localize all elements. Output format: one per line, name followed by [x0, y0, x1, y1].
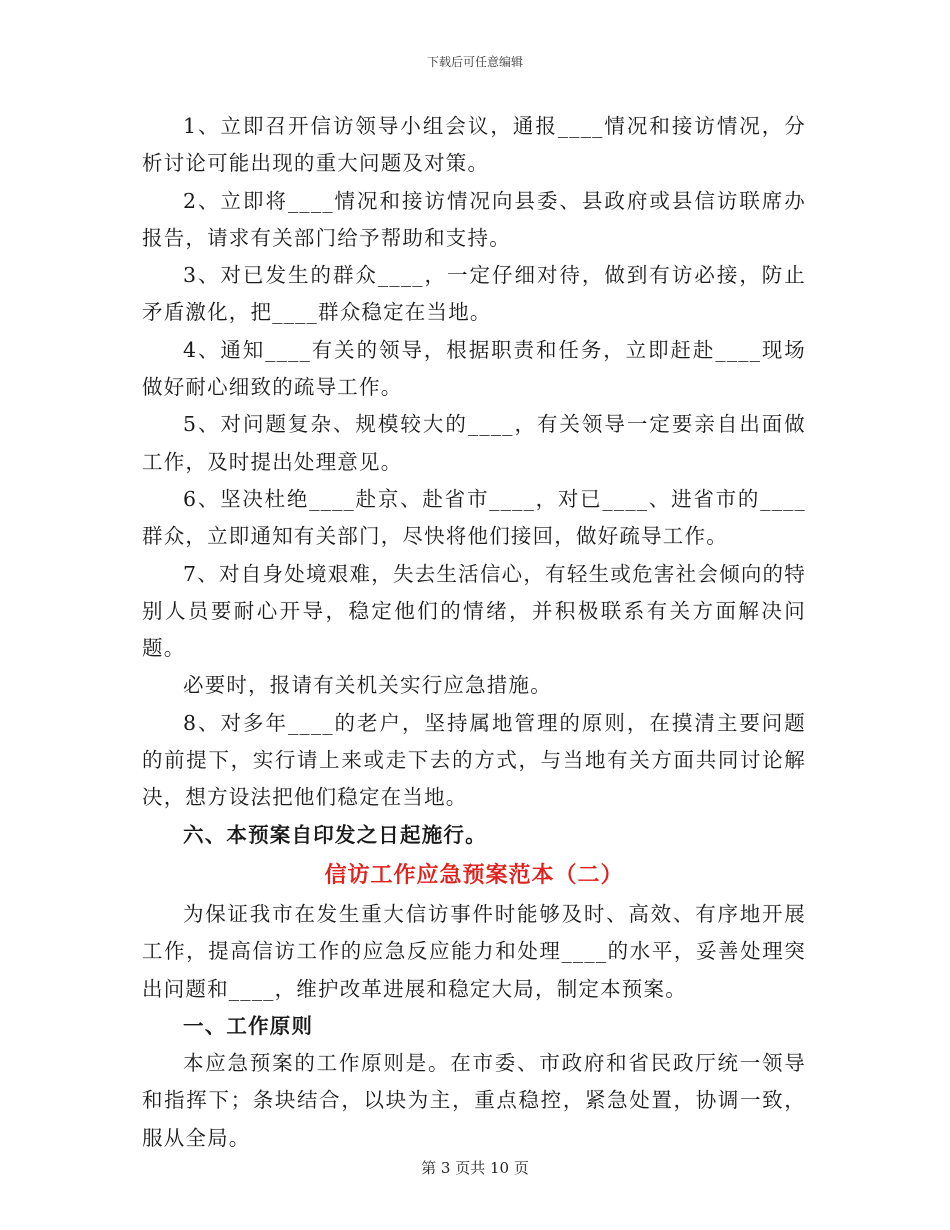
section-one-body: 本应急预案的工作原则是。在市委、市政府和省民政厅统一领导和指挥下；条块结合，以块为主，重点稳控，紧急处置，协调一致，服从全局。 [142, 1051, 806, 1150]
list-item-4: 4、通知____有关的领导，根据职责和任务，立即赶赴____现场做好耐心细致的疏导工作。 [142, 337, 806, 400]
page-header-note: 下载后可任意编辑 [426, 55, 523, 69]
emergency-note: 必要时，报请有关机关实行应急措施。 [183, 673, 552, 698]
list-item-1: 1、立即召开信访领导小组会议，通报____情况和接访情况，分析讨论可能出现的重大问题及对策。 [142, 114, 806, 176]
section-six-heading: 六、本预案自印发之日起施行。 [183, 822, 487, 847]
list-item-7: 7、对自身处境艰难，失去生活信心，有轻生或危害社会倾向的特别人员要耐心开导，稳定他们的情绪，并积极联系有关方面解决问题。 [142, 561, 806, 661]
list-item-3: 3、对已发生的群众____，一定仔细对待，做到有访必接，防止矛盾激化，把____群众稳定在当地。 [142, 263, 806, 325]
document-body [142, 108, 806, 1157]
intro-paragraph: 为保证我市在发生重大信访事件时能够及时、高效、有序地开展工作，提高信访工作的应急反应能力和处理____的水平，妥善处理突出问题和____，维护改革进展和稳定大局，制定本预案。 [142, 901, 806, 1001]
list-item-8: 8、对多年____的老户，坚持属地管理的原则，在摸清主要问题的前提下，实行请上来或走下去的方式，与当地有关方面共同讨论解决，想方设法把他们稳定在当地。 [142, 710, 806, 810]
document-title: 信访工作应急预案范本（二） [324, 861, 624, 888]
section-one-heading: 一、工作原则 [183, 1013, 314, 1038]
list-item-6: 6、坚决杜绝____赴京、赴省市____，对已____、进省市的____群众，立即通知有关部门，尽快将他们接回，做好疏导工作。 [142, 486, 806, 549]
list-item-2: 2、立即将____情况和接访情况向县委、县政府或县信访联席办报告，请求有关部门给予帮助和支持。 [142, 188, 806, 250]
list-item-5: 5、对问题复杂、规模较大的____，有关领导一定要亲自出面做工作，及时提出处理意见。 [142, 412, 806, 474]
page-number: 第 3 页共 10 页 [421, 1159, 529, 1177]
